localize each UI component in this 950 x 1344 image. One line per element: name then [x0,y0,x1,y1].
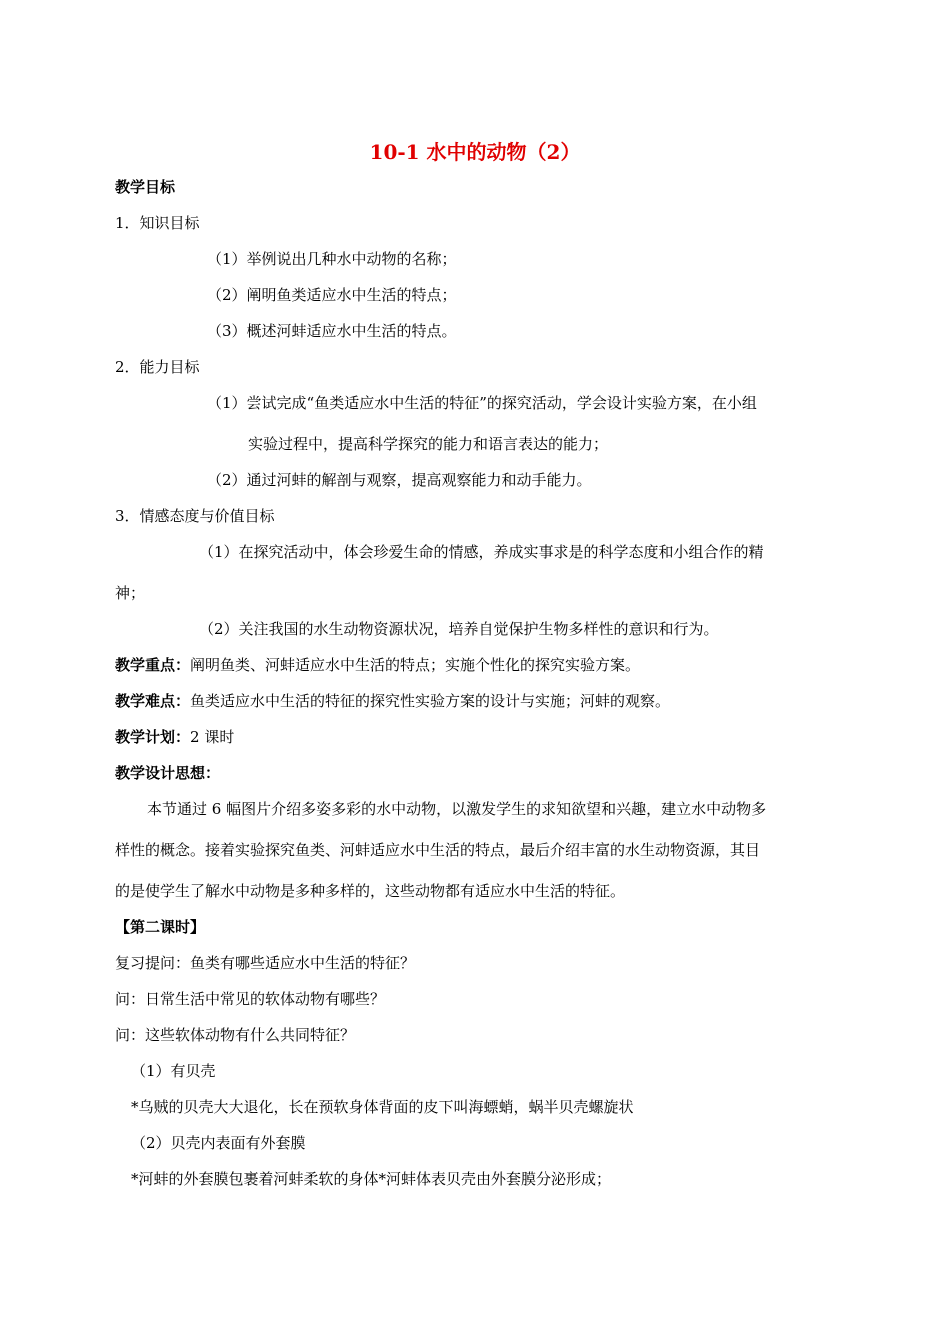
design-line-3: 的是使学生了解水中动物是多种多样的，这些动物都有适应水中生活的特征。 [115,882,626,900]
knowledge-item-2: （2）阐明鱼类适应水中生活的特点； [207,286,457,304]
knowledge-goals-heading: 1．知识目标 [115,214,200,232]
ability-item-1-line-2: 实验过程中，提高科学探究的能力和语言表达的能力； [248,435,609,453]
design-line-2: 样性的概念。接着实验探究鱼类、河蚌适应水中生活的特点，最后介绍丰富的水生动物资源，其目 [115,841,761,859]
knowledge-item-3: （3）概述河蚌适应水中生活的特点。 [207,322,457,340]
difficulties-text: 鱼类适应水中生活的特征的探究性实验方案的设计与实施；河蚌的观察。 [190,692,671,710]
design-line-1: 本节通过 6 幅图片介绍多姿多彩的水中动物，以激发学生的求知欲望和兴趣，建立水中动物多 [147,800,767,818]
plan-label: 教学计划： [115,728,191,746]
emotion-item-2: （2）关注我国的水生动物资源状况，培养自觉保护生物多样性的意识和行为。 [199,620,719,638]
knowledge-item-1: （1）举例说出几种水中动物的名称； [207,250,457,268]
key-points-text: 阐明鱼类、河蚌适应水中生活的特点；实施个性化的探究实验方案。 [190,656,641,674]
emotion-goals-heading: 3．情感态度与价值目标 [115,507,275,525]
key-points-row [115,655,640,675]
emotion-item-1-line-2: 神； [115,584,146,602]
lesson-2-heading: 【第二课时】 [115,918,206,936]
feature-2: （2）贝壳内表面有外套膜 [131,1134,306,1152]
heading-teaching-goals: 教学目标 [115,178,176,196]
question-mollusks: 问：日常生活中常见的软体动物有哪些？ [115,990,386,1008]
feature-1: （1）有贝壳 [131,1062,216,1080]
ability-item-1-line-1: （1）尝试完成“鱼类适应水中生活的特征”的探究活动，学会设计实验方案，在小组 [207,394,757,412]
design-heading: 教学设计思想： [115,764,221,782]
note-1: *乌贼的贝壳大大退化，长在预软身体背面的皮下叫海螵蛸，蜗半贝壳螺旋状 [131,1098,634,1116]
ability-item-2: （2）通过河蚌的解剖与观察，提高观察能力和动手能力。 [207,471,592,489]
difficulties-row [115,691,670,711]
note-2: *河蚌的外套膜包裹着河蚌柔软的身体*河蚌体表贝壳由外套膜分泌形成； [131,1170,612,1188]
difficulties-label: 教学难点： [115,692,191,710]
plan-row [115,727,234,747]
plan-text: 2 课时 [190,728,235,746]
question-common-features: 问：这些软体动物有什么共同特征？ [115,1026,356,1044]
review-question: 复习提问：鱼类有哪些适应水中生活的特征？ [115,954,416,972]
document-title: 10-1 水中的动物（2） [369,140,581,164]
ability-goals-heading: 2．能力目标 [115,358,200,376]
emotion-item-1-line-1: （1）在探究活动中，体会珍爱生命的情感，养成实事求是的科学态度和小组合作的精 [199,543,764,561]
key-points-label: 教学重点： [115,656,191,674]
